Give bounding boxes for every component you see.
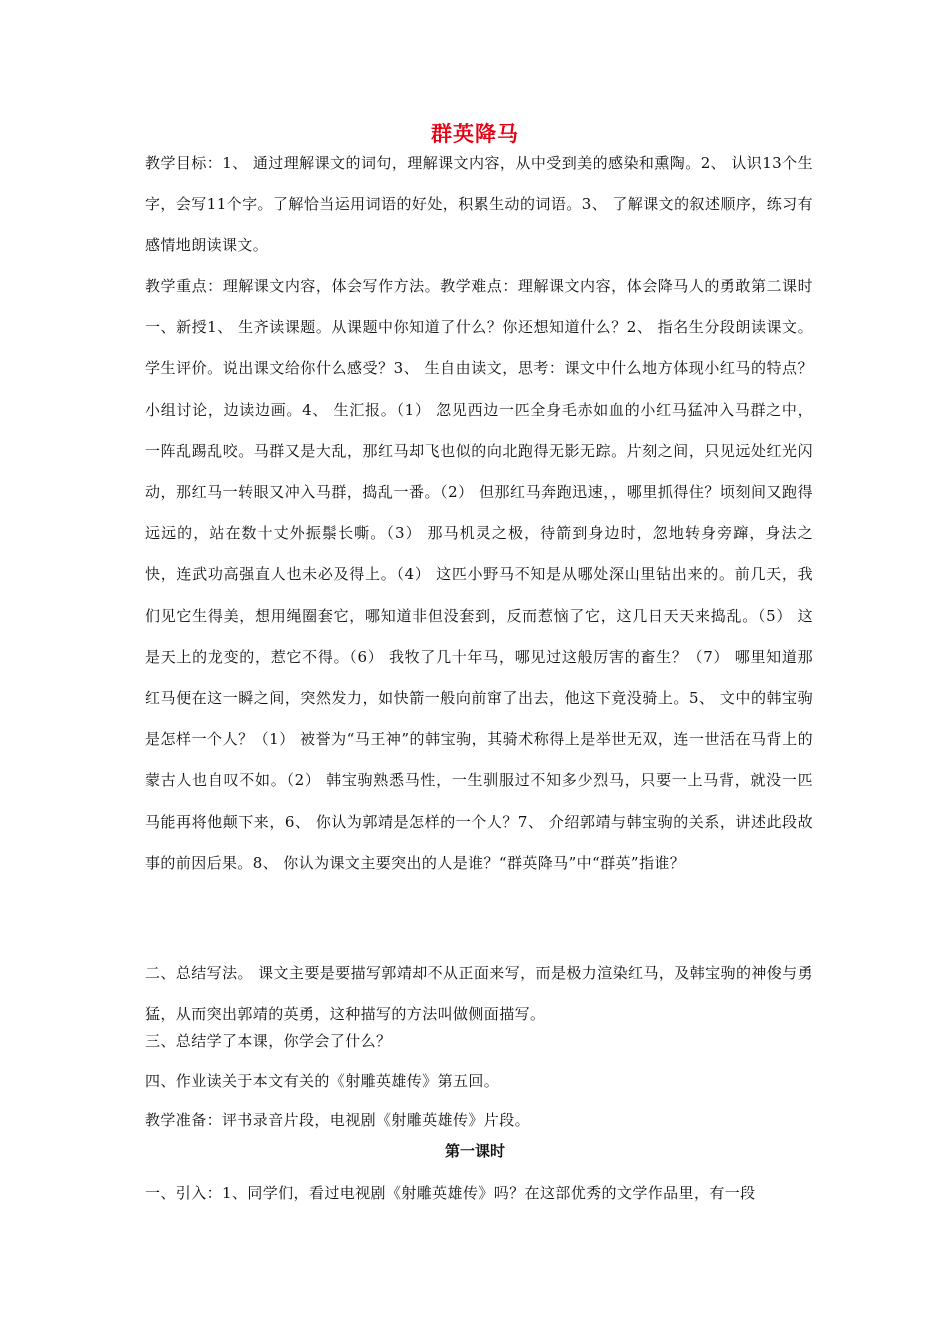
homework-line: 四、作业读关于本文有关的《射雕英雄传》第五回。 — [145, 1072, 500, 1090]
preparation-line: 教学准备：评书录音片段，电视剧《射雕英雄传》片段。 — [145, 1111, 531, 1129]
lesson-one-intro-line: 一、引入：1、同学们，看过电视剧《射雕英雄传》吗？在这部优秀的文学作品里，有一段 — [145, 1184, 756, 1202]
document-title: 群英降马 — [431, 122, 519, 146]
objectives-paragraph: 教学目标：1、 通过理解课文的词句，理解课文内容，从中受到美的感染和熏陶。2、 认识13个生字，会写11个字。了解恰当运用词语的好处，积累生动的词语。3、 了解课文的叙述顺序，练习有感情地朗读课文。 — [145, 154, 813, 255]
summary-method-paragraph: 二、总结写法。 课文主要是要描写郭靖却不从正面来写，而是极力渲染红马，及韩宝驹的神俊与勇猛，从而突出郭靖的英勇，这种描写的方法叫做侧面描写。 — [145, 964, 813, 1024]
lesson-body-paragraph: 教学重点：理解课文内容，体会写作方法。教学难点：理解课文内容，体会降马人的勇敢第二课时一、新授1、 生齐读课题。从课题中你知道了什么？你还想知道什么？2、 指名生分段朗读课文。学生评价。说出课文给你什么感受？3、 生自由读文，思考：课文中什么地方体现小红马的特点？小组讨论，边读边画。4、 生汇报。（1） 忽见西边一匹全身毛赤如血的小红马猛冲入马群之中，一阵乱踢乱咬。马群又是大乱，那红马却飞也似的向北跑得无影无踪。片刻之间，只见远处红光闪动，那红马一转眼又冲入马群，捣乱一番。（2） 但那红马奔跑迅速，，哪里抓得住？顷刻间又跑得远远的，站在数十丈外振鬃长嘶。（3） 那马机灵之极，待箭到身边时，忽地转身旁蹿，身法之快，连武功高强直人也未必及得上。（4） 这匹小野马不知是从哪处深山里钻出来的。前几天，我们见它生得美，想用绳圈套它，哪知道非但没套到，反而惹恼了它，这几日天天来捣乱。（5） 这是天上的龙变的，惹它不得。（6） 我牧了几十年马，哪见过这般厉害的畜生？（7） 哪里知道那红马便在这一瞬之间，突然发力，如快箭一般向前窜了出去，他这下竟没骑上。5、 文中的韩宝驹是怎样一个人？（1） 被誉为“马王神”的韩宝驹，其骑术称得上是举世无双，连一世活在马背上的蒙古人也自叹不如。（2） 韩宝驹熟悉马性，一生驯服过不知多少烈马，只要一上马背，就没一匹马能再将他颠下来，6、 你认为郭靖是怎样的一个人？7、 介绍郭靖与韩宝驹的关系，讲述此段故事的前因后果。8、 你认为课文主要突出的人是谁？“群英降马”中“群英”指谁？ — [145, 277, 813, 872]
summary-learned-line: 三、总结学了本课，你学会了什么？ — [145, 1032, 392, 1050]
lesson-one-heading: 第一课时 — [444, 1142, 505, 1160]
